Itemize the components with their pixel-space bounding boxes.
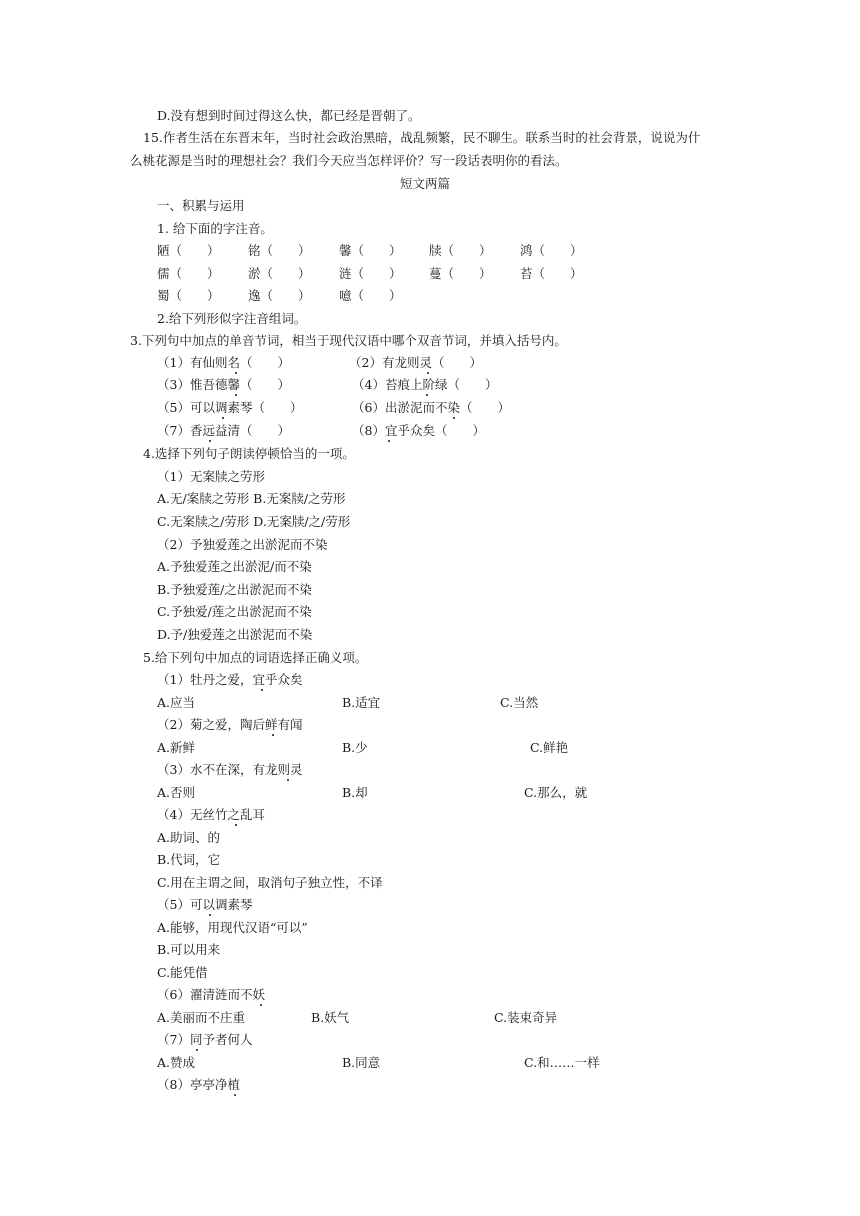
emphasis-dot bbox=[272, 734, 274, 736]
emphasis-dot bbox=[209, 914, 211, 916]
q5-title: 5.给下列句中加点的词语选择正确义项。 bbox=[143, 650, 368, 665]
part-heading: 一、积累与运用 bbox=[157, 198, 245, 213]
emphasis-dot bbox=[235, 824, 237, 826]
q5-sentence: （1）牡丹之爱，宜乎众矣 bbox=[157, 672, 303, 687]
pinyin-item: 儒（ ） bbox=[157, 266, 220, 281]
q5-option: B.代词，它 bbox=[157, 852, 221, 867]
q5-option: A.能够，用现代汉语“可以” bbox=[157, 920, 308, 935]
pinyin-item: 陋（ ） bbox=[157, 243, 220, 258]
q5-sentence: （2）菊之爱，陶后鲜有闻 bbox=[157, 717, 303, 732]
emphasis-dot bbox=[427, 372, 429, 374]
q4-sentence: （2）予独爱莲之出淤泥而不染 bbox=[157, 537, 328, 552]
q5-option: C.当然 bbox=[500, 695, 539, 710]
pinyin-item: 铭（ ） bbox=[248, 243, 311, 258]
q5-sentence: （3）水不在深，有龙则灵 bbox=[157, 762, 303, 777]
q4-option: B.予独爱莲/之出淤泥而不染 bbox=[157, 582, 312, 597]
q14-option-d: D.没有想到时间过得这么快，都已经是晋朝了。 bbox=[157, 108, 421, 123]
emphasis-dot bbox=[222, 417, 224, 419]
pinyin-item: 蔓（ ） bbox=[429, 266, 492, 281]
q1-title: 1. 给下面的字注音。 bbox=[157, 221, 273, 236]
q4-option: C.予独爱/莲之出淤泥而不染 bbox=[157, 604, 312, 619]
emphasis-dot bbox=[453, 417, 455, 419]
q3-item: （4）苔痕上阶绿（ ） bbox=[352, 377, 498, 392]
pinyin-item: 馨（ ） bbox=[339, 243, 402, 258]
q5-option: B.少 bbox=[342, 740, 368, 755]
q5-sentence: （5）可以调素琴 bbox=[157, 897, 253, 912]
pinyin-item: 鸿（ ） bbox=[520, 243, 583, 258]
pinyin-item: 牍（ ） bbox=[429, 243, 492, 258]
pinyin-item: 噫（ ） bbox=[339, 288, 402, 303]
q5-sentence: （8）亭亭净植 bbox=[157, 1077, 240, 1092]
q3-item: （1）有仙则名（ ） bbox=[157, 355, 290, 370]
q5-option: B.妖气 bbox=[311, 1010, 350, 1025]
q4-option: A.予独爱莲之出淤泥/而不染 bbox=[157, 559, 312, 574]
q5-option: B.同意 bbox=[342, 1055, 381, 1070]
q4-options: C.无案牍之/劳形 D.无案牍/之/劳形 bbox=[157, 514, 351, 529]
emphasis-dot bbox=[209, 440, 211, 442]
emphasis-dot bbox=[426, 394, 428, 396]
q3-item: （5）可以调素琴（ ） bbox=[157, 400, 303, 415]
q4-options: A.无/案牍之劳形 B.无案牍/之劳形 bbox=[157, 491, 346, 506]
pinyin-item: 淤（ ） bbox=[248, 266, 311, 281]
q3-title: 3.下列句中加点的单音节词，相当于现代汉语中哪个双音节词，并填入括号内。 bbox=[130, 333, 567, 348]
q5-option: B.可以用来 bbox=[157, 942, 221, 957]
pinyin-item: 逸（ ） bbox=[248, 288, 311, 303]
q5-option: A.赞成 bbox=[157, 1055, 196, 1070]
emphasis-dot bbox=[234, 1094, 236, 1096]
q3-item: （7）香远益清（ ） bbox=[157, 423, 290, 438]
section-title: 短文两篇 bbox=[400, 176, 451, 191]
emphasis-dot bbox=[235, 394, 237, 396]
q3-item: （2）有龙则灵（ ） bbox=[349, 355, 482, 370]
q5-sentence: （6）濯清涟而不妖 bbox=[157, 987, 265, 1002]
q5-option: B.适宜 bbox=[342, 695, 381, 710]
q5-option: A.助词、的 bbox=[157, 830, 221, 845]
q5-option: B.却 bbox=[342, 785, 368, 800]
emphasis-dot bbox=[261, 689, 263, 691]
q4-title: 4.选择下列句子朗读停顿恰当的一项。 bbox=[143, 446, 355, 461]
q5-option: A.美丽而不庄重 bbox=[157, 1010, 246, 1025]
q5-option: A.新鲜 bbox=[157, 740, 196, 755]
q4-sentence: （1）无案牍之劳形 bbox=[157, 469, 265, 484]
q5-option: C.装束奇异 bbox=[494, 1010, 558, 1025]
emphasis-dot bbox=[388, 440, 390, 442]
q3-item: （8）宜乎众矣（ ） bbox=[352, 423, 485, 438]
emphasis-dot bbox=[196, 1049, 198, 1051]
pinyin-item: 蜀（ ） bbox=[157, 288, 220, 303]
q5-sentence: （4）无丝竹之乱耳 bbox=[157, 807, 265, 822]
q5-option: C.能凭借 bbox=[157, 965, 208, 980]
q5-option: C.那么，就 bbox=[524, 785, 588, 800]
q5-sentence: （7）同予者何人 bbox=[157, 1032, 253, 1047]
q3-item: （6）出淤泥而不染（ ） bbox=[352, 400, 510, 415]
q5-option: C.和……一样 bbox=[524, 1055, 600, 1070]
emphasis-dot bbox=[260, 1004, 262, 1006]
q5-option: A.否则 bbox=[157, 785, 196, 800]
emphasis-dot bbox=[235, 372, 237, 374]
q4-option: D.予/独爱莲之出淤泥而不染 bbox=[157, 627, 313, 642]
q2-title: 2.给下列形似字注音组词。 bbox=[157, 311, 307, 326]
q15-line-1: 15.作者生活在东晋末年，当时社会政治黑暗，战乱频繁，民不聊生。联系当时的社会背景，说说为什 bbox=[143, 130, 701, 145]
q3-item: （3）惟吾德馨（ ） bbox=[157, 377, 290, 392]
pinyin-item: 涟（ ） bbox=[339, 266, 402, 281]
pinyin-item: 苔（ ） bbox=[520, 266, 583, 281]
emphasis-dot bbox=[287, 779, 289, 781]
q5-option: C.鲜艳 bbox=[530, 740, 569, 755]
q15-line-2: 么桃花源是当时的理想社会？我们今天应当怎样评价？写一段话表明你的看法。 bbox=[130, 153, 568, 168]
q5-option: A.应当 bbox=[157, 695, 196, 710]
q5-option: C.用在主谓之间，取消句子独立性，不译 bbox=[157, 875, 383, 890]
